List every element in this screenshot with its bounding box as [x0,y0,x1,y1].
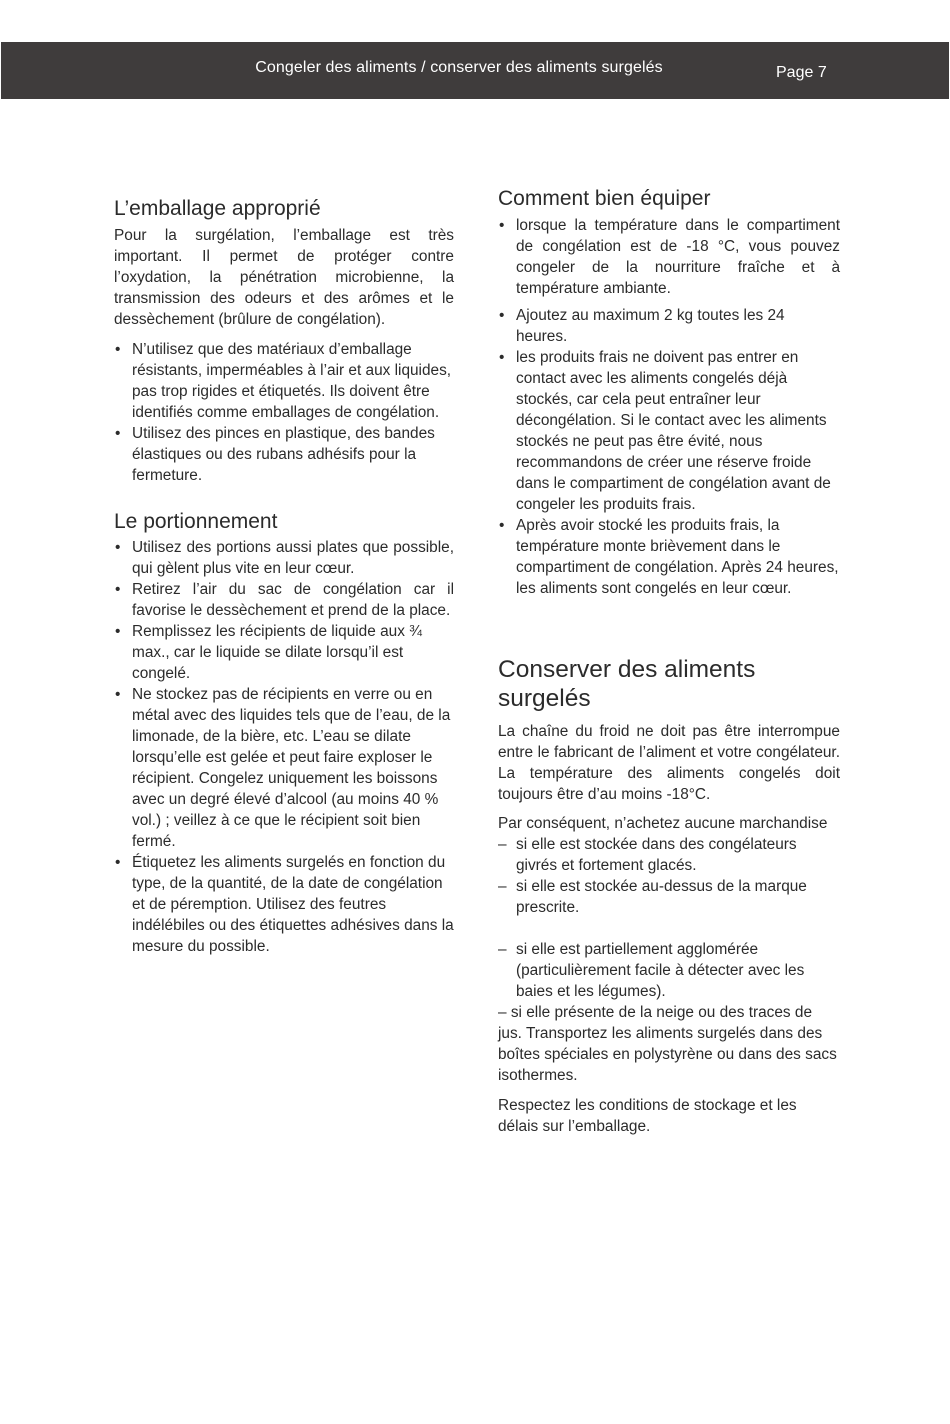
list-item: – si elle est partiellement agglomérée (particulièrement facile à détecter avec les baies et les légumes). [498,939,840,1002]
list-item: • Ajoutez au maximum 2 kg toutes les 24 heures. [498,305,840,347]
equip-list [498,215,840,599]
list-item: – si elle est stockée au-dessus de la marque prescrite. [498,876,840,918]
frozen-tail: – si elle présente de la neige ou des traces de jus. Transportez les aliments surgelés dans des boîtes spéciales en polystyrène ou dans des sacs isothermes. [498,1004,837,1084]
frozen-heading: Conserver des aliments surgelés [498,656,756,712]
portioning-list [114,537,454,957]
equip-heading: Comment bien équiper [498,187,711,210]
page-number: Page 7 [776,64,827,81]
portioning-heading: Le portionnement [114,510,278,533]
list-item: • Retirez l’air du sac de congélation car il favorise le dessèchement et prend de la place. [114,579,454,621]
list-item: • Après avoir stocké les produits frais, la température monte brièvement dans le compartiment de congélation. Après 24 heures, les aliments sont congelés en leur cœur. [498,515,840,599]
page-header [1,42,949,99]
list-item: – si elle est stockée dans des congélateurs givrés et fortement glacés. [498,834,840,876]
list-item: • les produits frais ne doivent pas entrer en contact avec les aliments congelés déjà stockés, car cela peut entraîner leur décongélation. Si le contact avec les aliments stockés ne peut pas être évité, nous recommandons de créer une réserve froide dans le compartiment de congélation avant de congeler les produits frais. [498,347,840,515]
frozen-dash-list [498,834,840,1002]
header-title: Congeler des aliments / conserver des aliments surgelés [255,59,663,76]
list-item: • Remplissez les récipients de liquide aux ¾ max., car le liquide se dilate lorsqu’il est congelé. [114,621,454,684]
list-item: • Utilisez des portions aussi plates que possible, qui gèlent plus vite en leur cœur. [114,537,454,579]
list-item: • Étiquetez les aliments surgelés en fonction du type, de la quantité, de la date de congélation et de péremption. Utilisez des feutres indélébiles ou des étiquettes adhésives dans la mesure du possible. [114,852,454,957]
frozen-closing: Respectez les conditions de stockage et les délais sur l’emballage. [498,1097,797,1135]
right-column [498,186,840,1137]
left-column [114,196,454,957]
packaging-heading: L’emballage approprié [114,197,321,220]
frozen-intro: La chaîne du froid ne doit pas être interrompue entre le fabricant de l’aliment et votre congélateur. La température des aliments congelés doit toujours être d’au moins -18°C. [498,723,840,803]
packaging-list [114,339,454,486]
frozen-lead: Par conséquent, n’achetez aucune marchandise [498,815,828,832]
list-item: • lorsque la température dans le compartiment de congélation est de -18 °C, vous pouvez congeler de la nourriture fraîche et à température ambiante. [498,215,840,299]
list-item: • Utilisez des pinces en plastique, des bandes élastiques ou des rubans adhésifs pour la fermeture. [114,423,454,486]
packaging-intro: Pour la surgélation, l’emballage est très important. Il permet de protéger contre l’oxydation, la pénétration microbienne, la transmission des odeurs et des arômes et le dessèchement (brûlure de congélation). [114,227,454,328]
list-item: • N’utilisez que des matériaux d’emballage résistants, imperméables à l’air et aux liquides, pas trop rigides et étiquetés. Ils doivent être identifiés comme emballages de congélation. [114,339,454,423]
list-item: • Ne stockez pas de récipients en verre ou en métal avec des liquides tels que de l’eau, de la limonade, de la bière, etc. L’eau se dilate lorsqu’elle est gelée et peut faire exploser le récipient. Congelez uniquement les boissons avec un degré élevé d’alcool (au moins 40 % vol.) ; veillez à ce que le récipient soit bien fermé. [114,684,454,852]
